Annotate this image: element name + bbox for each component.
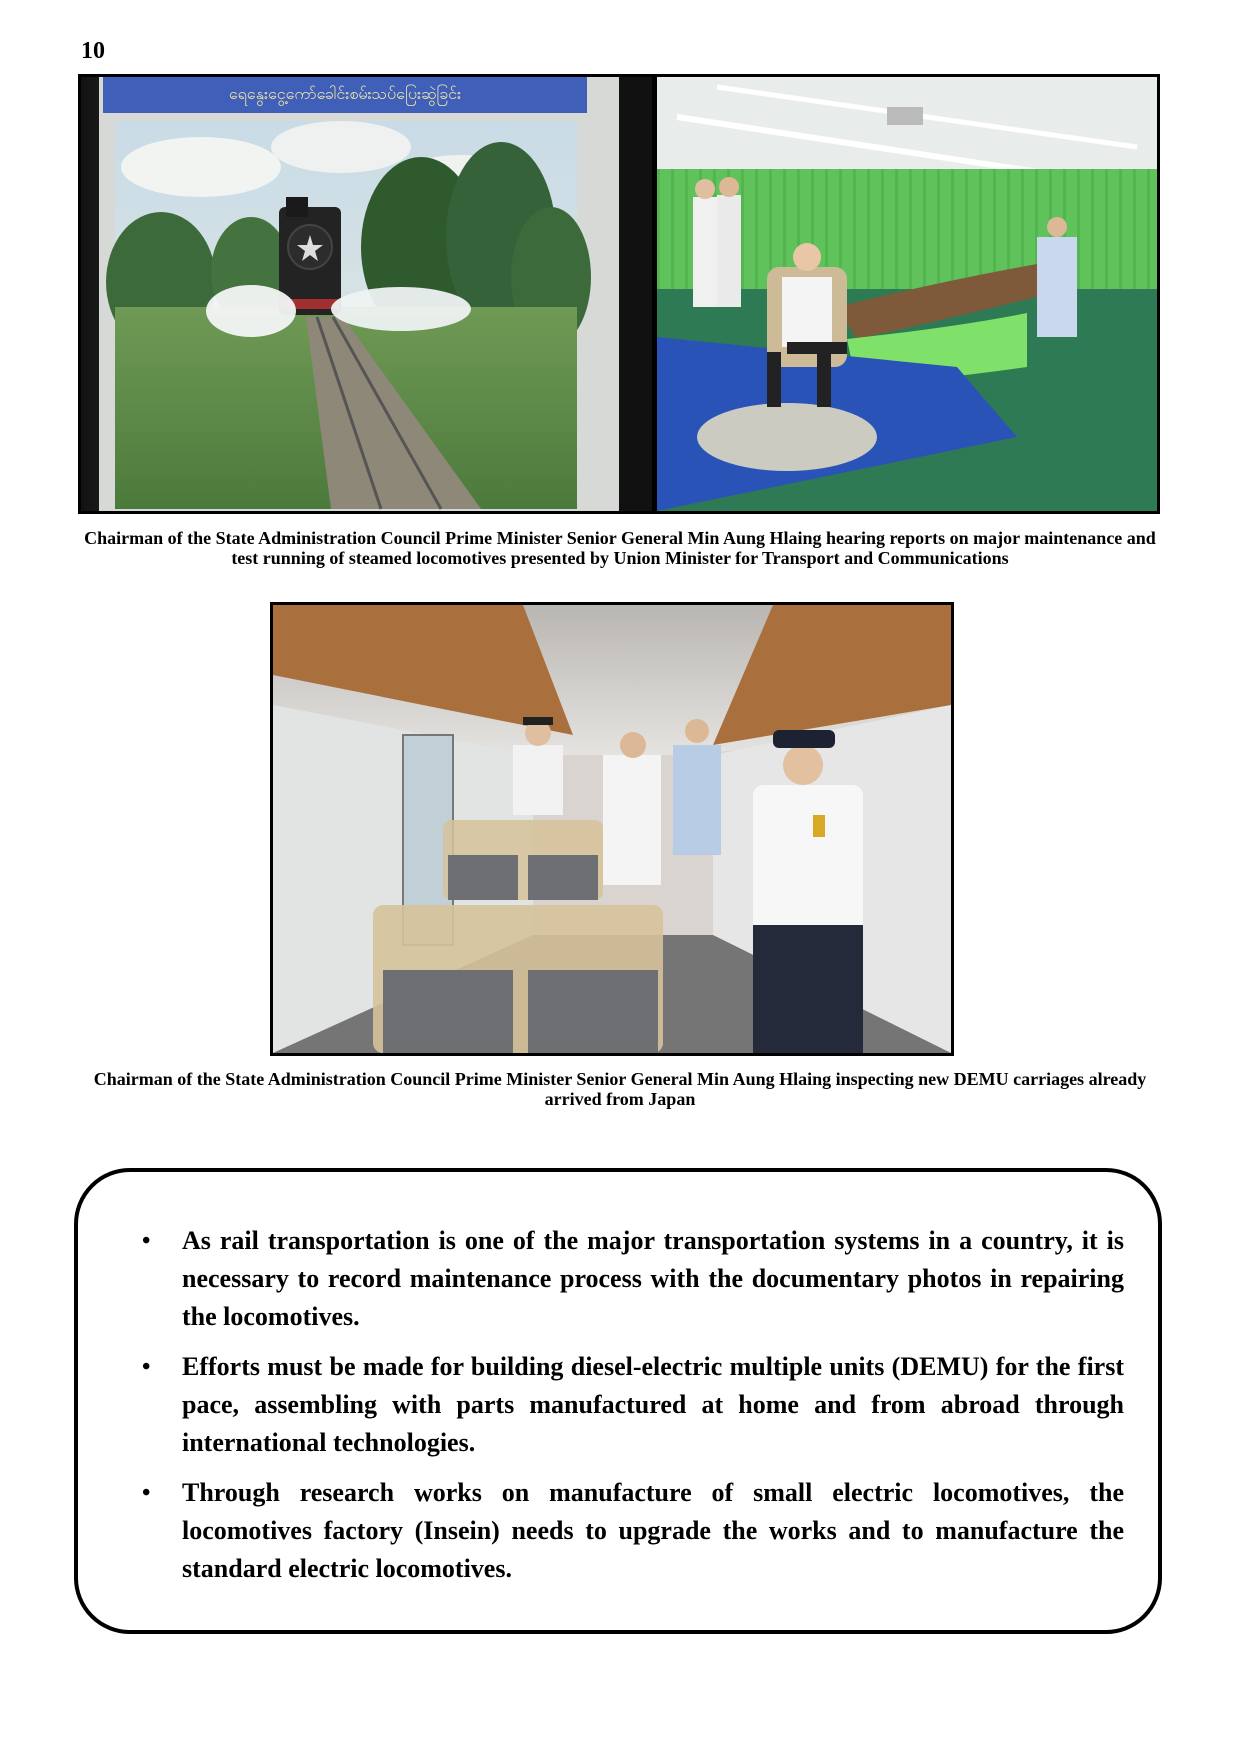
list-item: [142, 1348, 1124, 1462]
page-number: 10: [81, 38, 105, 64]
slide-banner-text: ရေနွေးငွေ့ကော်ခေါင်းစမ်းသပ်ပြေးဆွဲခြင်း: [228, 84, 462, 103]
bullet-text: As rail transportation is one of the major transportation systems in a country, it is necessary to record maintenance process with the documentary photos in repairing the locomotives.: [182, 1226, 1124, 1331]
caption-demu-inspection: Chairman of the State Administration Council Prime Minister Senior General Min Aung Hlaing inspecting new DEMU carriages already arrived from Japan: [93, 1069, 1147, 1109]
top-photo-pair: [78, 74, 1160, 514]
bullet-dot-icon: •: [142, 1480, 151, 1506]
list-item: [142, 1222, 1124, 1336]
bullet-text: Through research works on manufacture of small electric locomotives, the locomotives factory (Insein) needs to upgrade the works and to manufacture the standard electric locomotives.: [182, 1478, 1124, 1583]
bullet-text: Efforts must be made for building diesel-electric multiple units (DEMU) for the first pace, assembling with parts manufactured at home and from abroad through international technologies.: [182, 1352, 1124, 1457]
photo-demu-carriage-inspection: [270, 602, 954, 1056]
caption-steam-locomotive-report: Chairman of the State Administration Council Prime Minister Senior General Min Aung Hlaing hearing reports on major maintenance and test running of steamed locomotives presented by Union Minister for Transport and Communications: [84, 528, 1156, 568]
photo-meeting-room: [657, 77, 1157, 511]
bullet-dot-icon: •: [142, 1228, 151, 1254]
bullet-dot-icon: •: [142, 1354, 151, 1380]
photo-steam-locomotive-slide: [81, 77, 652, 511]
key-points-box: [74, 1168, 1162, 1634]
list-item: [142, 1474, 1124, 1588]
key-points-list: [142, 1222, 1124, 1600]
